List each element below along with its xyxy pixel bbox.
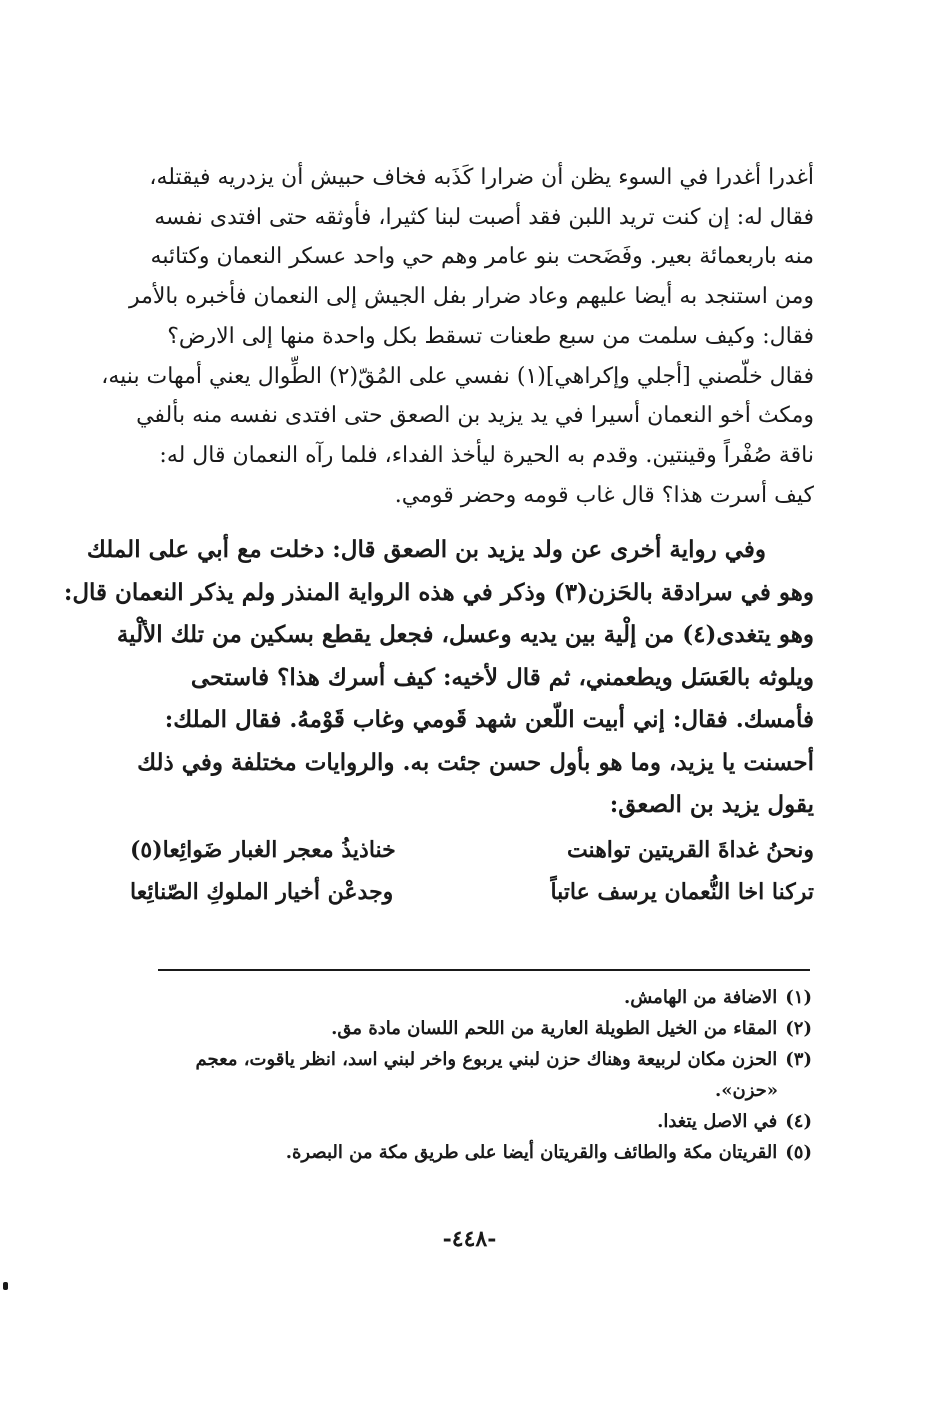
footnote-item [130, 1137, 812, 1168]
footnote-text: في الاصل يتغدا. [657, 1111, 778, 1132]
verse-first-hemistich: تركنا اخا النُّعمان يرسف عاتباً [550, 878, 814, 905]
text-line: فقال: وكيف سلمت من سبع طعنات تسقط بكل واحدة منها إلى الارض؟ [167, 323, 814, 349]
text-line: فقال له: إن كنت تريد اللبن فقد أصبت لبنا كثيرا، فأوثقه حتى افتدى نفسه [154, 204, 814, 230]
paragraph-2 [63, 529, 814, 827]
page-number: -٤٤٨- [442, 1226, 497, 1252]
text-line: أغدرا أغدرا في السوء يظن أن ضرارا كَذَبه فخاف حبيش أن يزدريه فيقتله، [149, 165, 814, 190]
footnote-number: (٤) [785, 1111, 812, 1132]
footnote-text: الاضافة من الهامش. [623, 987, 778, 1008]
footnote-item [130, 982, 812, 1013]
footnote-item [130, 1013, 812, 1044]
footnote-continuation: «حزن». [714, 1080, 778, 1101]
text-line: ناقة صُفْراً وقينتين. وقدم به الحيرة ليأخذ الفداء، فلما رآه النعمان قال له: [159, 442, 814, 468]
text-line: ويلوثه بالعَسَل ويطعمني، ثم قال لأخيه: كيف أسرك هذا؟ فاستحى [190, 663, 814, 691]
footnote-number: (١) [785, 987, 812, 1008]
footnote-item [130, 1106, 812, 1137]
text-line: فقال خلّصني [أجلي وإكراهي](١) نفسي على المُقّ(٢) الطِّوال يعني أمهات بنيه، [101, 363, 814, 389]
text-line: كيف أسرت هذا؟ قال غاب قومه وحضر قومي. [394, 482, 814, 508]
footnote-separator [158, 969, 810, 971]
text-line: وفي رواية أخرى عن ولد يزيد بن الصعق قال: دخلت مع أبي على الملك [86, 536, 766, 564]
footnote-number: (٣) [785, 1049, 812, 1070]
footnotes [130, 982, 812, 1168]
page-body [63, 158, 814, 913]
verse-second-hemistich: خناذيذُ معجر الغبار ضَوائِعا(٥) [130, 836, 396, 863]
scan-mark [3, 1282, 8, 1290]
text-line: وهو في سرادقة بالحَزن(٣) وذكر في هذه الرواية المنذر ولم يذكر النعمان قال: [63, 578, 814, 606]
footnote-text: المقاء من الخيل الطويلة العارية من اللحم اللسان مادة مق. [331, 1018, 778, 1039]
text-line: أحسنت يا يزيد، وما هو بأول حسن جئت به. والروايات مختلفة وفي ذلك [137, 748, 814, 776]
verse-second-hemistich: وجدعْن أخيار الملوكِ الصّنائِعا [130, 878, 394, 905]
verse-line [130, 871, 814, 913]
text-line: ومن استنجد به أيضا عليهم وعاد ضرار بفل الجيش إلى النعمان فأخبره بالأمر [128, 284, 814, 310]
text-line: ومكث أخو النعمان أسيرا في يد يزيد بن الصعق حتى افتدى نفسه منه بألفي [136, 403, 814, 429]
paragraph-1 [101, 158, 814, 515]
footnote-item [130, 1044, 812, 1075]
text-line: يقول يزيد بن الصعق: [609, 791, 814, 819]
footnote-text: القريتان مكة والطائف والقريتان أيضا على طريق مكة من البصرة. [285, 1142, 778, 1163]
poem-verses [130, 829, 814, 913]
footnote-number: (٢) [785, 1018, 812, 1039]
verse-first-hemistich: ونحنُ غداةَ القريتين تواهنت [566, 836, 814, 863]
text-line: منه باربعمائة بعير. وفَضَحت بنو عامر وهم حي واحد عسكر النعمان وكتائبه [150, 244, 814, 270]
footnote-number: (٥) [785, 1142, 812, 1163]
verse-line [130, 829, 814, 871]
text-line: فأمسك. فقال: إني أبيت اللّعن شهد قَومي وغاب قَوْمهُ. فقال الملك: [164, 706, 814, 734]
text-line: وهو يتغدى(٤) من إلْية بين يديه وعسل، فجعل يقطع بسكين من تلك الألْية [116, 621, 814, 649]
footnote-text: الحزن مكان لربيعة وهناك حزن لبني يربوع واخر لبني اسد، انظر ياقوت، معجم [195, 1049, 778, 1070]
